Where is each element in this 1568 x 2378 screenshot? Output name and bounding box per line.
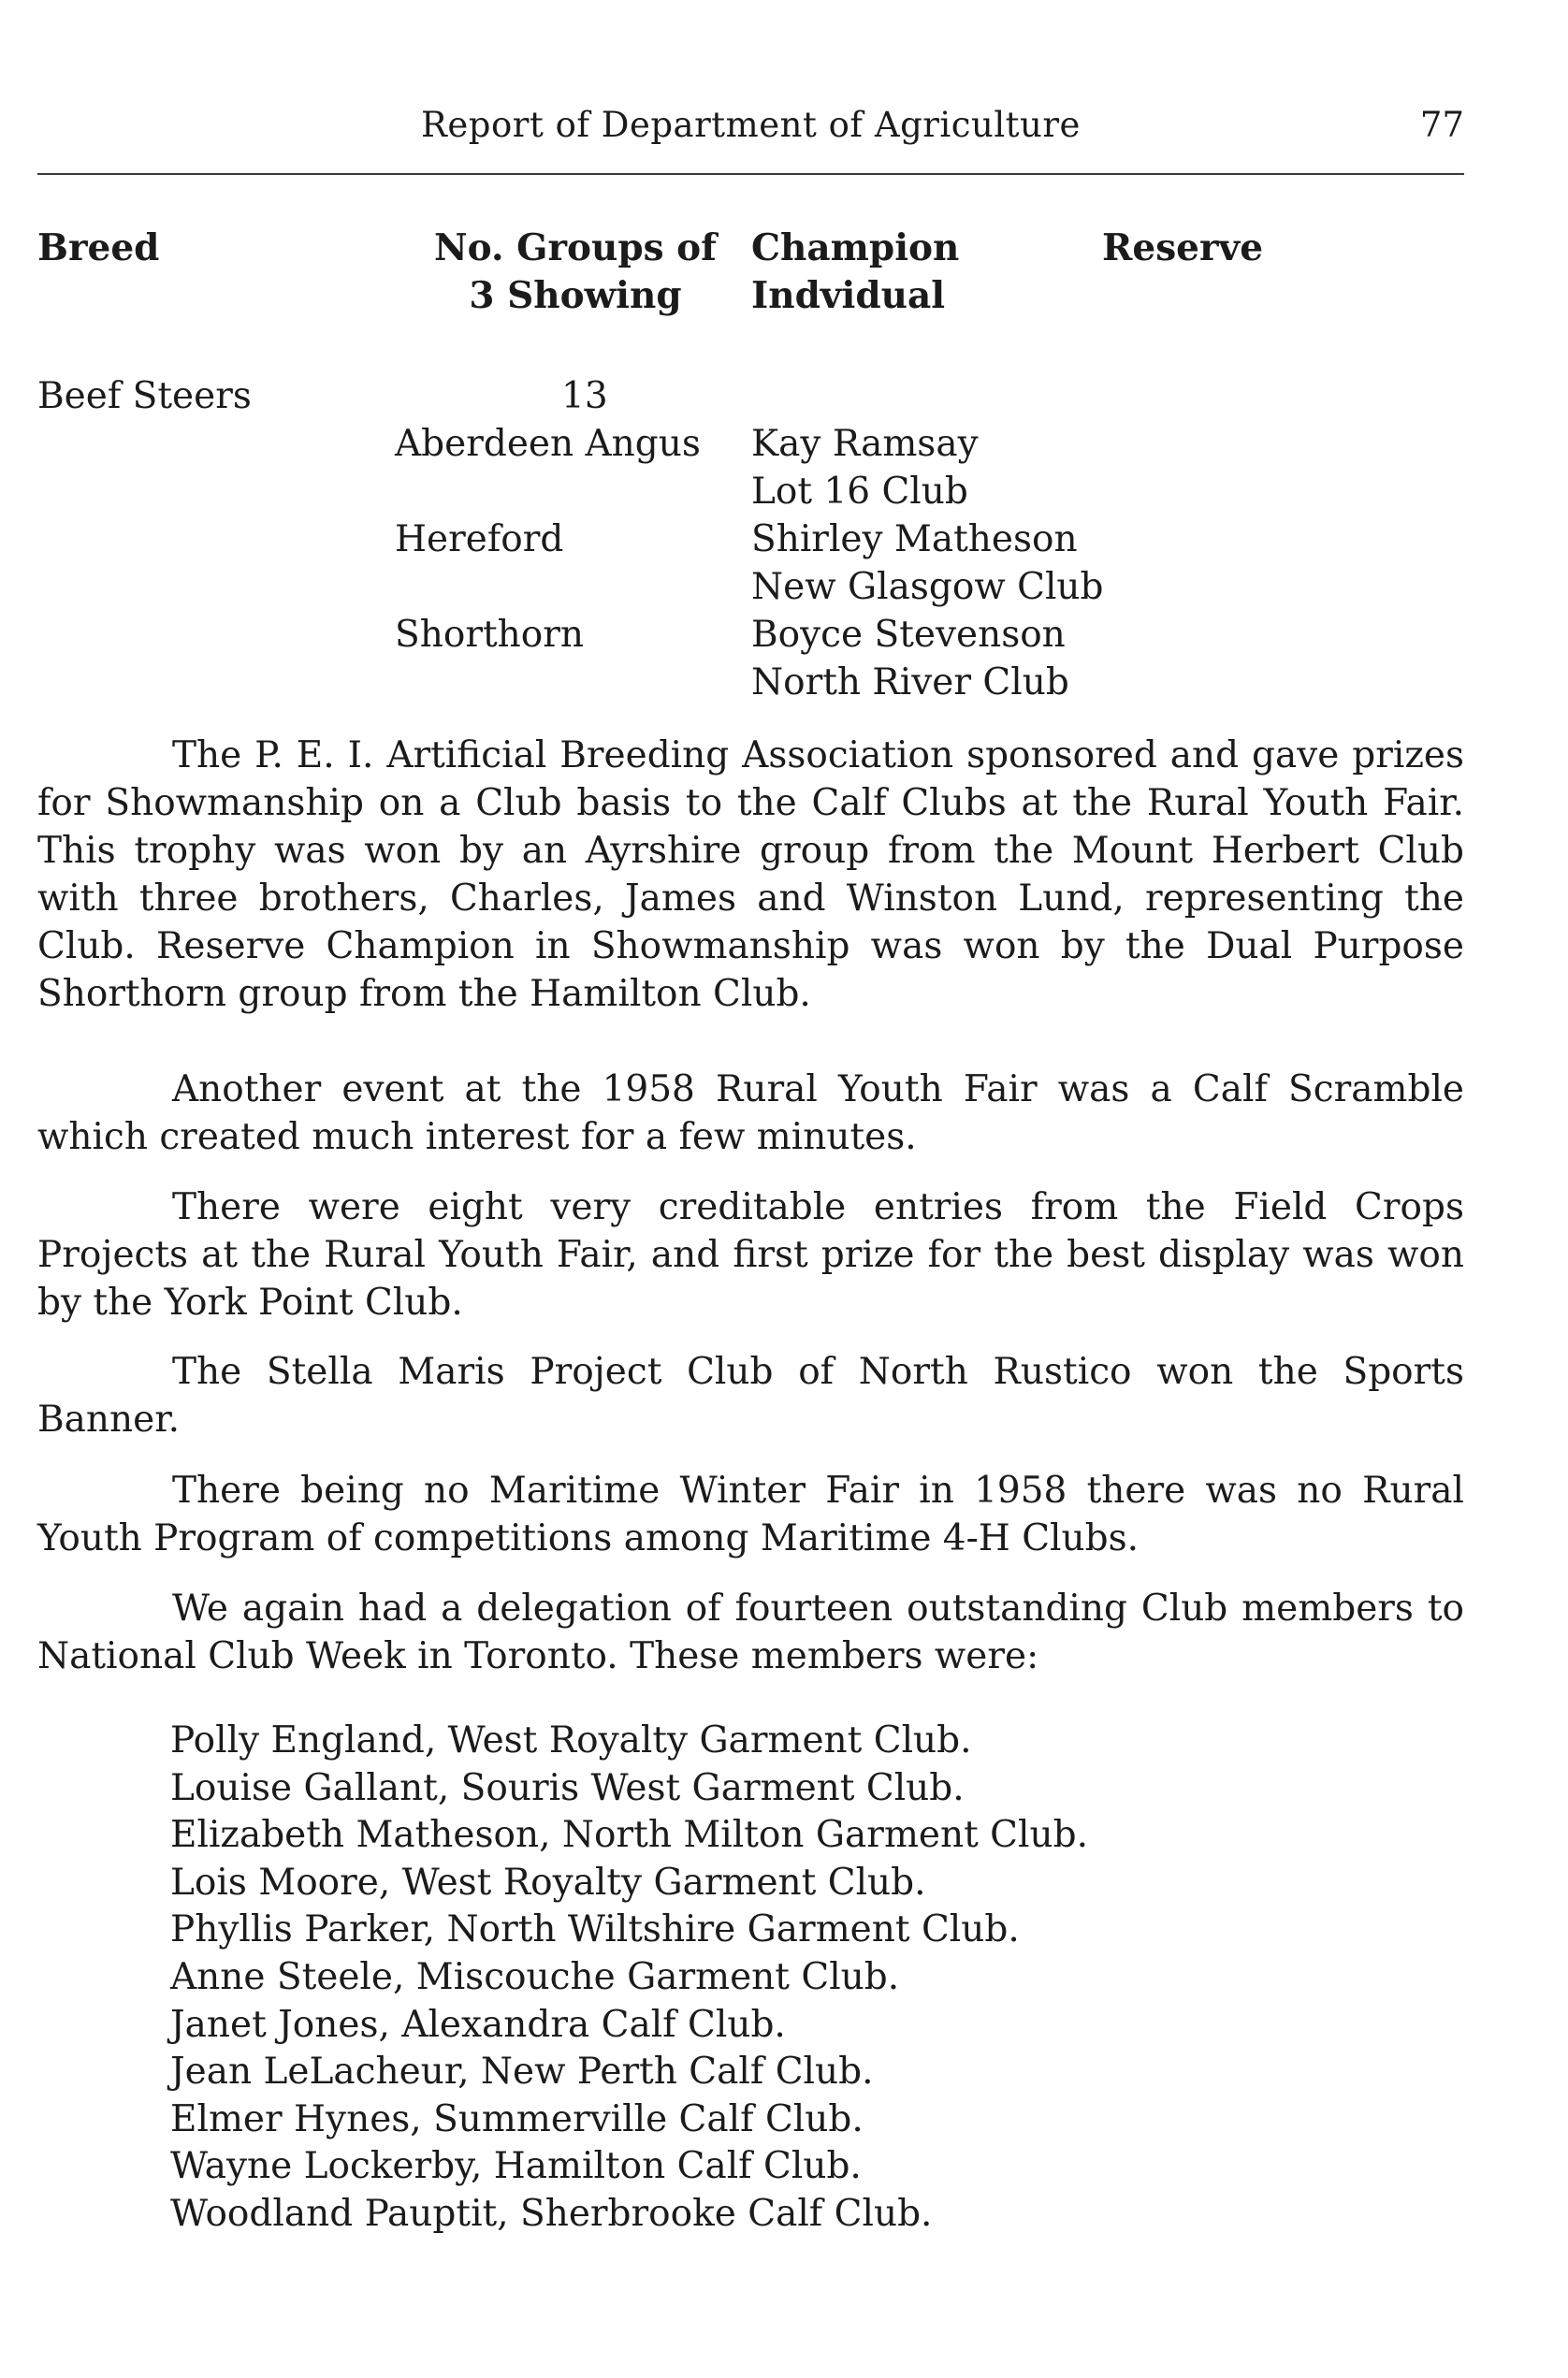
list-item: Phyllis Parker, North Wiltshire Garment Club.: [170, 1908, 1020, 1951]
table-cell-champion-club: New Glasgow Club: [751, 566, 1104, 608]
column-header-breed: Breed: [37, 226, 160, 269]
list-item: Louise Gallant, Souris West Garment Club.: [170, 1766, 965, 1809]
list-item: Elmer Hynes, Summerville Calf Club.: [170, 2097, 864, 2140]
column-header-groups: [393, 225, 758, 320]
list-item: Woodland Pauptit, Sherbrooke Calf Club.: [170, 2192, 933, 2235]
paragraph-maritime-winter-fair: There being no Maritime Winter Fair in 1958 there was no Rural Youth Program of competitions among Maritime 4-H Clubs.: [37, 1470, 1464, 1559]
table-cell-breed: Beef Steers: [37, 375, 252, 417]
paragraph-sports-banner: The Stella Maris Project Club of North Rustico won the Sports Banner.: [37, 1351, 1464, 1441]
member-list: [170, 1718, 1088, 2239]
list-item: Wayne Lockerby, Hamilton Calf Club.: [170, 2145, 862, 2188]
table-cell-sub-breed: Aberdeen Angus: [395, 423, 701, 465]
list-item: Lois Moore, West Royalty Garment Club.: [170, 1861, 926, 1904]
table-cell-champion-club: Lot 16 Club: [751, 471, 968, 513]
column-header-reserve: Reserve: [1102, 226, 1264, 269]
table-cell-champion-name: Shirley Matheson: [751, 518, 1078, 560]
paragraph-showmanship: The P. E. I. Artificial Breeding Association sponsored and gave prizes for Showmanship on a Club basis to the Calf Clubs at the Rural Youth Fair. This trophy was won by an Ayrshire group from the Mount Herbert Club with three brothers, Charles, James and Winston Lund, representing the Club. Reserve Champion in Showmanship was won by the Dual Purpose Shorthorn group from the Hamilton Club.: [37, 734, 1464, 1015]
page-number: 77: [1419, 105, 1464, 145]
table-cell-sub-breed: Shorthorn: [395, 614, 584, 656]
list-item: Elizabeth Matheson, North Milton Garment Club.: [170, 1814, 1088, 1857]
column-header-champion-line1: Champion: [751, 226, 960, 269]
list-item: Anne Steele, Miscouche Garment Club.: [170, 1955, 900, 1998]
paragraph-calf-scramble: Another event at the 1958 Rural Youth Fair was a Calf Scramble which created much interest for a few minutes.: [37, 1068, 1464, 1158]
table-cell-group-count: 13: [561, 375, 608, 417]
table-cell-champion-club: North River Club: [751, 661, 1069, 703]
list-item: Polly England, West Royalty Garment Club.: [170, 1719, 972, 1762]
running-header: [37, 105, 1464, 161]
running-title: Report of Department of Agriculture: [421, 105, 1081, 145]
table-cell-champion-name: Kay Ramsay: [751, 423, 979, 465]
column-header-champion: [751, 225, 959, 320]
column-header-groups-line1: No. Groups of: [434, 226, 717, 269]
paragraph-national-club-week: We again had a delegation of fourteen outstanding Club members to National Club Week in Toronto. These members were:: [37, 1588, 1464, 1677]
table-cell-sub-breed: Hereford: [395, 518, 564, 560]
header-rule: [37, 173, 1464, 175]
table-cell-champion-name: Boyce Stevenson: [751, 614, 1066, 656]
list-item: Janet Jones, Alexandra Calf Club.: [170, 2003, 786, 2046]
column-header-champion-line2: Indvidual: [751, 274, 946, 317]
list-item: Jean LeLacheur, New Perth Calf Club.: [170, 2051, 874, 2094]
column-header-groups-line2: 3 Showing: [469, 274, 682, 317]
paragraph-field-crops: There were eight very creditable entries from the Field Crops Projects at the Rural Youth Fair, and first prize for the best display was won by the York Point Club.: [37, 1186, 1464, 1324]
